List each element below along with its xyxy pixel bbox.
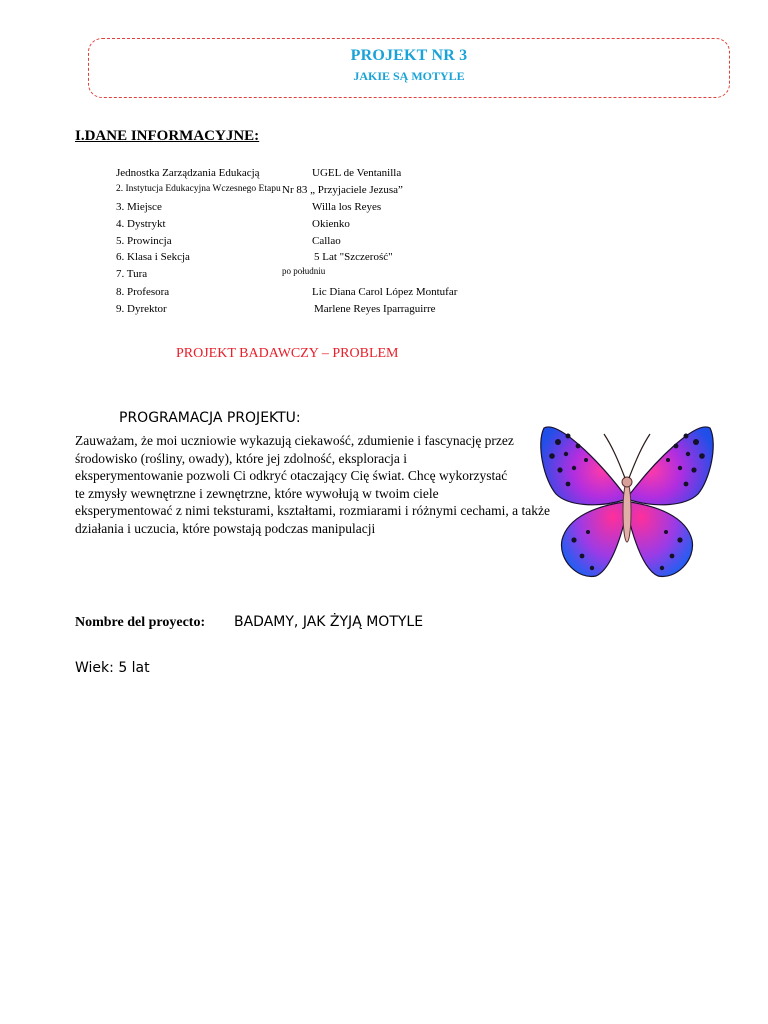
info-label: 3. Miejsce (116, 201, 162, 213)
info-label: 6. Klasa i Sekcja (116, 251, 190, 263)
info-label: 4. Dystrykt (116, 218, 166, 230)
project-subtitle: JAKIE SĄ MOTYLE (353, 69, 465, 83)
project-name-label: Nombre del proyecto: (75, 615, 206, 630)
info-label: 5. Prowincja (116, 235, 172, 247)
info-value: Callao (312, 235, 341, 247)
paragraph-line: eksperymentowanie pozwoli Ci odkryć otaczający Cię świat. Chcę wykorzystać (75, 468, 508, 483)
paragraph-line: te zmysły wewnętrzne i zewnętrzne, które wywołują w twoim ciele (75, 485, 439, 501)
programming-paragraph (75, 432, 550, 537)
butterfly-illustration (538, 420, 716, 586)
info-label: Jednostka Zarządzania Edukacją (116, 167, 260, 179)
info-value: Marlene Reyes Iparraguirre (314, 303, 436, 315)
info-label: 9. Dyrektor (116, 303, 167, 315)
info-value: Willa los Reyes (312, 201, 382, 213)
info-value: Lic Diana Carol López Montufar (312, 286, 458, 298)
paragraph-line: Zauważam, że moi uczniowie wykazują ciekawość, zdumienie i fascynację przez (75, 433, 514, 448)
paragraph-line: działania i uczucia, które powstają podczas manipulacji (75, 520, 376, 536)
info-value: UGEL de Ventanilla (312, 167, 402, 179)
info-value: po południu (282, 266, 326, 276)
project-name-value: BADAMY, JAK ŻYJĄ MOTYLE (234, 614, 424, 630)
info-label: 8. Profesora (116, 286, 170, 298)
paragraph-line: środowisko (rośliny, owady), które jej zdolność, eksploracja i (75, 450, 408, 466)
programming-heading: PROGRAMACJA PROJEKTU: (119, 410, 301, 426)
info-value: Nr 83 „ Przyjaciele Jezusa” (282, 184, 403, 196)
age-text: Wiek: 5 lat (75, 660, 150, 676)
title-box (88, 38, 730, 98)
research-problem-title: PROJEKT BADAWCZY – PROBLEM (176, 346, 399, 361)
info-value: 5 Lat "Szczerość" (314, 251, 393, 263)
paragraph-line: eksperymentować z nimi teksturami, kształtami, rozmiarami i różnymi cechami, a także (75, 503, 550, 518)
project-title: PROJEKT NR 3 (350, 47, 468, 64)
info-label: 2. Instytucja Edukacyjna Wczesnego Etapu (116, 184, 281, 194)
info-value: Okienko (312, 218, 350, 230)
section-heading: I.DANE INFORMACYJNE: (75, 128, 260, 144)
info-label: 7. Tura (116, 268, 148, 280)
